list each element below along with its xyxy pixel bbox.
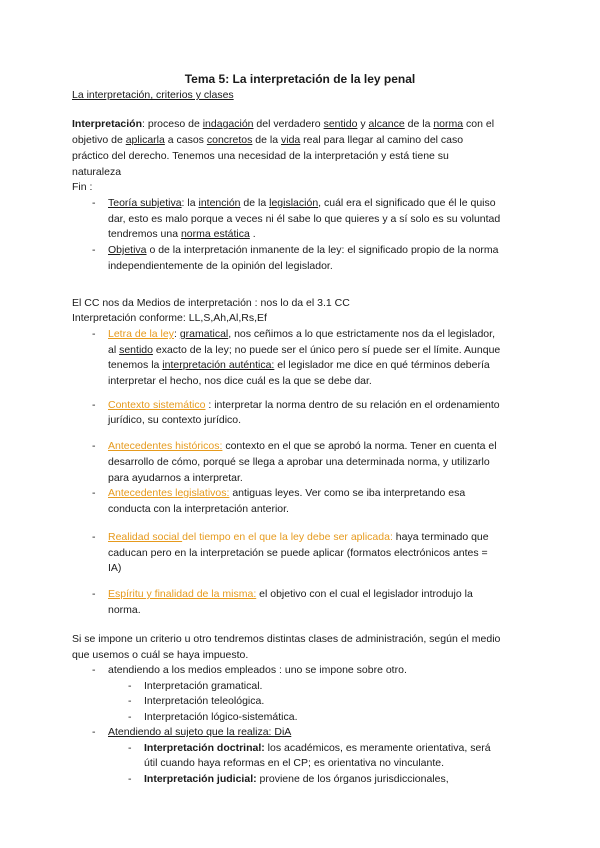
- text: , cuál era el significado que él le quiso: [318, 197, 496, 209]
- underlined-text: gramatical: [179, 328, 229, 340]
- definition-line-1: [72, 116, 494, 132]
- contexto-line-2: jurídico, su contexto jurídico.: [108, 414, 242, 426]
- letra-ley-line-4: interpretar el hecho, nos dice cuál es la que se debe dar.: [108, 375, 372, 387]
- text: los académicos, es meramente orientativa, será: [264, 742, 491, 754]
- section-subtitle: La interpretación, criterios y clases: [72, 89, 234, 101]
- orange-term: Realidad social: [108, 531, 183, 543]
- doctrinal-line-2: útil cuando haya reformas en el CP; es orientativa no vinculante.: [144, 757, 445, 769]
- text: antiguas leyes. Ver como se iba interpretando esa: [229, 487, 466, 499]
- text: real para llegar al camino del caso: [300, 134, 464, 146]
- objetiva-line-1: [108, 242, 499, 258]
- realidad-social-line-2: caducan pero en la interpretación se puede aplicar (formatos electrónicos antes =: [108, 547, 488, 559]
- text: de la: [252, 134, 281, 146]
- underlined-text: Teoría subjetiva: [108, 197, 182, 209]
- bullet-dash: -: [128, 695, 132, 707]
- page-title: Tema 5: La interpretación de la ley penal: [184, 72, 416, 86]
- cc-line-2: Interpretación conforme: LL,S,Ah,Al,Rs,Ef: [72, 312, 267, 324]
- underlined-text: aplicarla: [125, 134, 165, 146]
- text: de la: [240, 197, 270, 209]
- bullet-dash: -: [92, 588, 96, 600]
- historicos-line-1: [108, 438, 497, 454]
- underlined-text: norma estática: [180, 228, 250, 240]
- contexto-line-1: [108, 397, 500, 413]
- text: de la: [404, 118, 434, 130]
- text: haya terminado que: [392, 531, 489, 543]
- orange-term: Espíritu y finalidad de la misma:: [108, 588, 257, 600]
- bullet-dash: -: [92, 197, 96, 209]
- definition-line-2: [72, 132, 463, 148]
- underlined-text: intención: [198, 197, 241, 209]
- bold-term: Interpretación doctrinal:: [144, 742, 265, 754]
- bullet-dash: -: [128, 711, 132, 723]
- text: proviene de los órganos jurisdiccionales,: [256, 773, 449, 785]
- bullet-dash: -: [92, 244, 96, 256]
- medios-empleados: atendiendo a los medios empleados : uno se impone sobre otro.: [108, 664, 407, 676]
- underlined-text: interpretación auténtica:: [162, 359, 275, 371]
- orange-term: del tiempo en el que la ley debe ser aplicada:: [182, 531, 393, 543]
- orange-term: Letra de la ley: [108, 328, 174, 340]
- text: .: [249, 228, 256, 240]
- orange-term: Antecedentes históricos:: [108, 440, 223, 452]
- bullet-dash: -: [92, 440, 96, 452]
- text: a casos: [164, 134, 207, 146]
- text: : interpretar la norma dentro de su relación en el ordenamiento: [205, 399, 500, 411]
- text: exacto de la ley; no puede ser el único pero sí puede ser el límite. Aunque: [152, 344, 501, 356]
- bullet-dash: -: [92, 664, 96, 676]
- clases-line-1: Si se impone un criterio u otro tendremos distintas clases de administración, según el medio: [72, 633, 501, 645]
- text: tenemos la: [108, 359, 163, 371]
- underlined-text: sentido: [323, 118, 358, 130]
- interp-teleologica: Interpretación teleológica.: [144, 695, 265, 707]
- interp-logico-sistematica: Interpretación lógico-sistemática.: [144, 711, 298, 723]
- text: contexto en el que se aprobó la norma. Tener en cuenta el: [222, 440, 497, 452]
- judicial-line-1: [144, 771, 449, 787]
- realidad-social-line-3: IA): [108, 562, 122, 574]
- teoria-subjetiva-line-3: [108, 226, 256, 242]
- text: el objetivo con el cual el legislador introdujo la: [256, 588, 473, 600]
- realidad-social-line-1: [108, 529, 489, 545]
- bullet-dash: -: [92, 531, 96, 543]
- historicos-line-3: para ayudarnos a interpretar.: [108, 472, 243, 484]
- underlined-text: legislación: [269, 197, 319, 209]
- doctrinal-line-1: [144, 740, 491, 756]
- text: el legislador me dice en qué términos debería: [274, 359, 490, 371]
- underlined-text: vida: [281, 134, 301, 146]
- text: y: [357, 118, 369, 130]
- underlined-text: norma: [433, 118, 464, 130]
- text: :: [173, 328, 180, 340]
- bullet-dash: -: [92, 487, 96, 499]
- definition-line-4: naturaleza: [72, 166, 122, 178]
- bold-term: Interpretación judicial:: [144, 773, 257, 785]
- underlined-text: alcance: [368, 118, 405, 130]
- text: : proceso de: [142, 118, 203, 130]
- underlined-text: indagación: [202, 118, 254, 130]
- underlined-text: Objetiva: [108, 244, 147, 256]
- text: o de la interpretación inmanente de la ley: el significado propio de la norma: [146, 244, 499, 256]
- text: objetivo de: [72, 134, 126, 146]
- espiritu-line-2: norma.: [108, 604, 141, 616]
- underlined-text: concretos: [206, 134, 253, 146]
- orange-term: Antecedentes legislativos:: [108, 487, 230, 499]
- bullet-dash: -: [128, 680, 132, 692]
- teoria-subjetiva-line-1: [108, 195, 496, 211]
- sujeto-realiza: Atendiendo al sujeto que la realiza: DiA: [108, 726, 292, 738]
- definition-line-3: práctico del derecho. Tenemos una necesidad de la interpretación y está tiene su: [72, 150, 449, 162]
- term-interpretacion: Interpretación: [72, 118, 143, 130]
- underlined-text: sentido: [119, 344, 153, 356]
- letra-ley-line-3: [108, 357, 490, 373]
- interp-gramatical: Interpretación gramatical.: [144, 680, 263, 692]
- text: : la: [181, 197, 199, 209]
- espiritu-line-1: [108, 586, 473, 602]
- bullet-dash: -: [128, 742, 132, 754]
- clases-line-2: que usemos o cuál se haya impuesto.: [72, 649, 249, 661]
- legislativos-line-2: conducta con la interpretación anterior.: [108, 503, 289, 515]
- cc-line-1: El CC nos da Medios de interpretación : nos lo da el 3.1 CC: [72, 297, 350, 309]
- text: al: [108, 344, 120, 356]
- text: , nos ceñimos a lo que estrictamente nos da el legislador,: [228, 328, 495, 340]
- bullet-dash: -: [92, 726, 96, 738]
- text: con el: [463, 118, 495, 130]
- letra-ley-line-1: [108, 326, 495, 342]
- bullet-dash: -: [92, 328, 96, 340]
- bullet-dash: -: [128, 773, 132, 785]
- fin-label: Fin :: [72, 181, 93, 193]
- letra-ley-line-2: [108, 342, 500, 358]
- historicos-line-2: desarrollo de cómo, porqué se llega a aprobar una determinada norma, y utilizarlo: [108, 456, 490, 468]
- bullet-dash: -: [92, 399, 96, 411]
- legislativos-line-1: [108, 485, 465, 501]
- objetiva-line-2: independientemente de la opinión del legislador.: [108, 260, 333, 272]
- teoria-subjetiva-line-2: dar, esto es malo porque a veces ni él sabe lo que quieres y a sí solo es su voluntad: [108, 213, 501, 225]
- orange-term: Contexto sistemático: [108, 399, 206, 411]
- text: tendremos una: [108, 228, 181, 240]
- text: del verdadero: [253, 118, 324, 130]
